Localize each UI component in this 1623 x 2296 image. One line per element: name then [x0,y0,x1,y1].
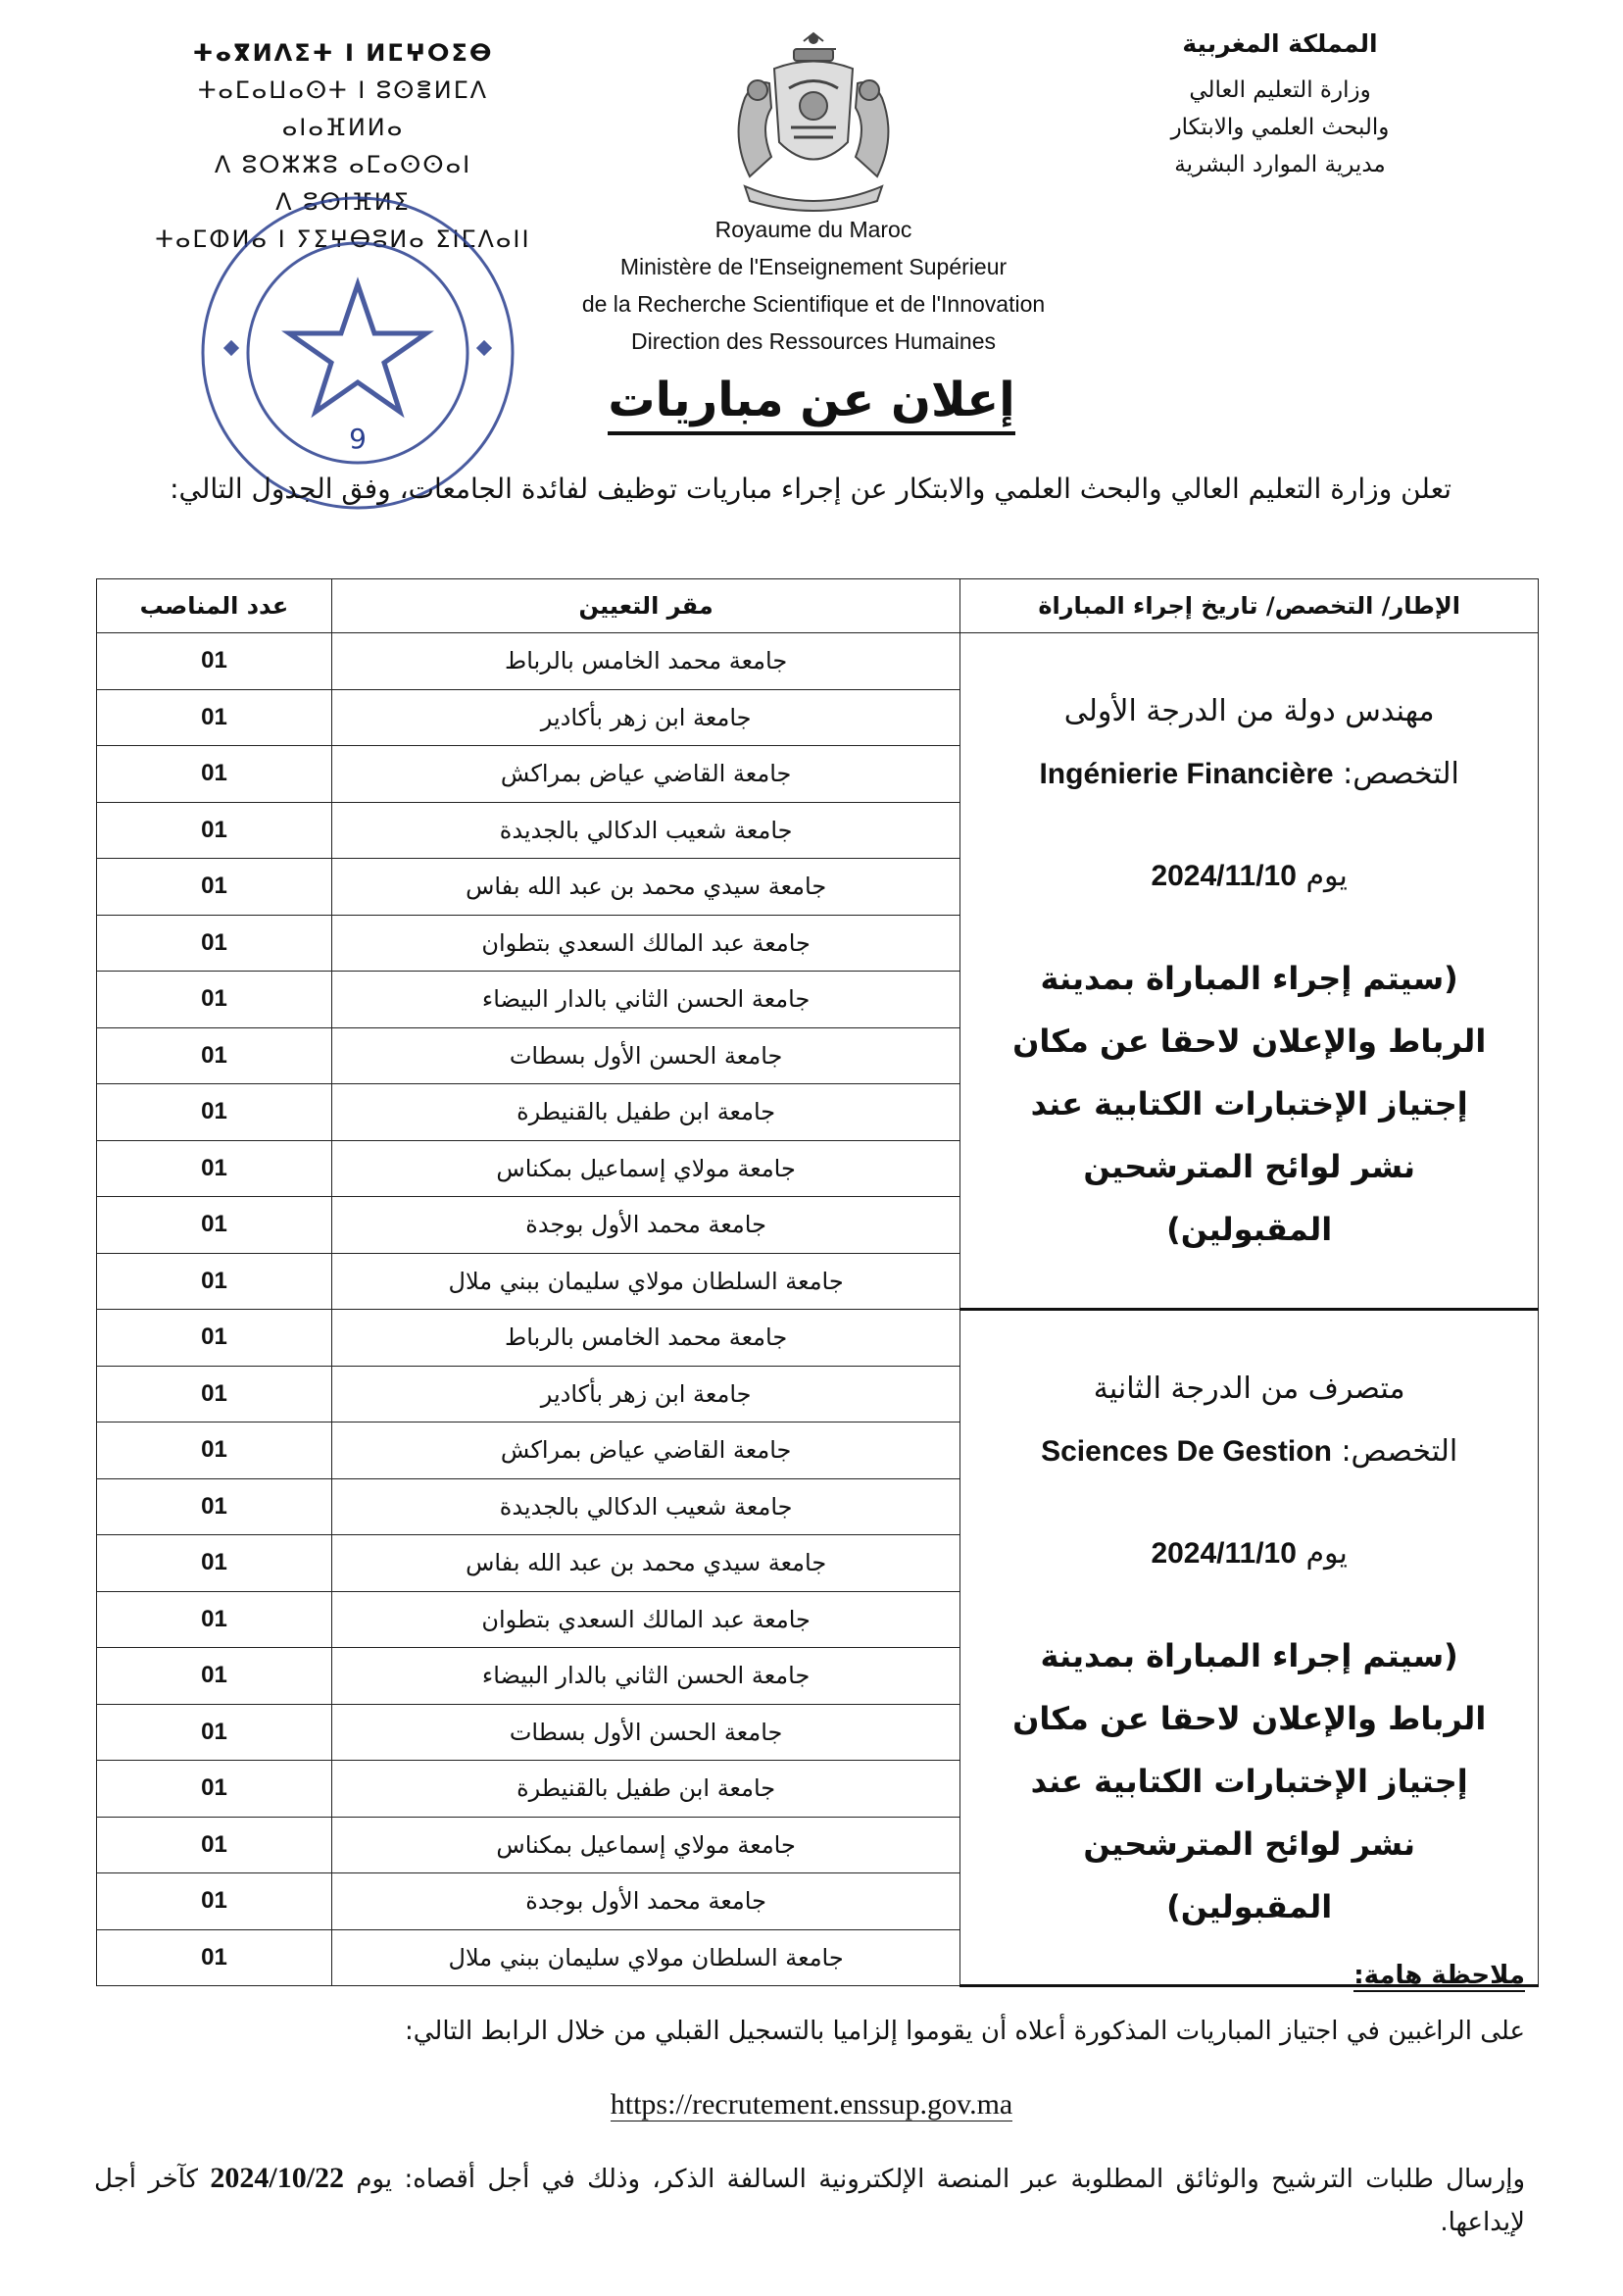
seal-number: 9 [349,423,367,455]
table-row [97,633,1539,690]
positions-count: 01 [97,1873,332,1930]
french-header-line: Direction des Ressources Humaines [631,328,996,354]
note-title [1353,1961,1525,1990]
header-group: الإطار/ التخصص/ تاريخ إجراء المباراة [960,579,1539,633]
positions-count: 01 [97,802,332,859]
positions-count: 01 [97,746,332,803]
assignment-place: جامعة محمد الأول بوجدة [331,1197,959,1254]
position-group-block [1000,680,1499,1261]
assignment-place: جامعة الحسن الثاني بالدار البيضاء [331,1648,959,1705]
header-count: عدد المناصب [97,579,332,633]
positions-count: 01 [97,1648,332,1705]
arabic-header-line: والبحث العلمي والابتكار [1170,115,1390,140]
assignment-place: جامعة القاضي عياض بمراكش [331,746,959,803]
assignment-place: جامعة الحسن الأول بسطات [331,1704,959,1761]
speciality-value: Sciences De Gestion [1041,1434,1332,1468]
registration-link-text[interactable]: https://recrutement.enssup.gov.ma [610,2088,1013,2121]
french-header-line: Royaume du Maroc [714,217,912,242]
positions-count: 01 [97,1929,332,1986]
assignment-place: جامعة سيدي محمد بن عبد الله بفاس [331,1535,959,1592]
assignment-place: جامعة سيدي محمد بن عبد الله بفاس [331,859,959,916]
positions-count: 01 [97,1366,332,1423]
assignment-place: جامعة الحسن الأول بسطات [331,1027,959,1084]
assignment-place: جامعة شعيب الدكالي بالجديدة [331,802,959,859]
intro-paragraph: تعلن وزارة التعليم العالي والبحث العلمي والابتكار عن إجراء مباريات توظيف لفائدة الجامعات، وفق الجدول التالي: [170,473,1451,505]
french-header-line: Ministère de l'Enseignement Supérieur [619,254,1008,279]
assignment-place: جامعة السلطان مولاي سليمان ببني ملال [331,1929,959,1986]
arabic-header-line: مديرية الموارد البشرية [1174,152,1386,177]
french-header-line: de la Recherche Scientifique et de l'Innovation [581,291,1046,317]
positions-table [96,578,1539,1987]
positions-count: 01 [97,1591,332,1648]
exam-location-note: (سيتم إجراء المباراة بمدينة الرباط والإعلان لاحقا عن مكان إجتياز الإختبارات الكتابية عند نشر لوائح المترشحين المقبولين) [1012,1636,1487,1925]
position-group-block [1000,1358,1499,1938]
assignment-place: جامعة شعيب الدكالي بالجديدة [331,1478,959,1535]
assignment-place: جامعة القاضي عياض بمراكش [331,1423,959,1479]
assignment-place: جامعة عبد المالك السعدي بتطوان [331,1591,959,1648]
position-group-cell [960,633,1539,1310]
assignment-place: جامعة محمد الأول بوجدة [331,1873,959,1930]
royal-coat-of-arms-icon [711,29,916,216]
positions-count: 01 [97,1310,332,1367]
positions-count: 01 [97,859,332,916]
tifinagh-header-line: ⵜⴰⴳⵍⴷⵉⵜ ⵏ ⵍⵎⵖⵔⵉⴱ [192,39,494,67]
deadline-text-before: وإرسال طلبات الترشيح والوثائق المطلوبة عبر المنصة الإلكترونية السالفة الذكر، وذلك في أجل أقصاه: يوم [356,2165,1526,2194]
exam-date-label: يوم [1305,859,1348,893]
positions-count: 01 [97,1140,332,1197]
positions-count: 01 [97,972,332,1028]
assignment-place: جامعة مولاي إسماعيل بمكناس [331,1140,959,1197]
grade-title: متصرف من الدرجة الثانية [1093,1371,1405,1406]
page-title [0,373,1623,427]
deadline-paragraph [94,2157,1525,2244]
tifinagh-header-line: ⵜⴰⵎⵀⵍⴰ ⵏ ⵢⵉⵖⴱⵓⵍⴰ ⵉⵏⵎⴷⴰⵏⵏ [155,225,531,253]
positions-count: 01 [97,1253,332,1310]
deadline-text-after: كآخر أجل لإيداعها. [94,2165,1525,2237]
assignment-place: جامعة ابن زهر بأكادير [331,689,959,746]
positions-count: 01 [97,1761,332,1818]
position-group-cell [960,1310,1539,1986]
assignment-place: جامعة عبد المالك السعدي بتطوان [331,915,959,972]
registration-link[interactable] [0,2088,1623,2121]
assignment-place: جامعة مولاي إسماعيل بمكناس [331,1817,959,1873]
french-header [470,211,1156,360]
assignment-place: جامعة ابن طفيل بالقنيطرة [331,1761,959,1818]
table-header-row [97,579,1539,633]
positions-count: 01 [97,1084,332,1141]
tifinagh-header-line: ⵜⴰⵎⴰⵡⴰⵙⵜ ⵏ ⵓⵙⴻⵍⵎⴷ ⴰⵏⴰⴼⵍⵍⴰ [197,76,489,141]
tifinagh-header-line: ⴷ ⵓⵔⵣⵣⵓ ⴰⵎⴰⵙⵙⴰⵏ [214,151,472,178]
positions-count: 01 [97,1027,332,1084]
exam-location-note: (سيتم إجراء المباراة بمدينة الرباط والإعلان لاحقا عن مكان إجتياز الإختبارات الكتابية عند نشر لوائح المترشحين المقبولين) [1012,960,1487,1248]
assignment-place: جامعة محمد الخامس بالرباط [331,633,959,690]
arabic-header-line: المملكة المغربية [1182,29,1378,58]
page-title-text: إعلان عن مباريات [608,373,1014,435]
positions-count: 01 [97,1478,332,1535]
exam-date-line [1000,1522,1499,1585]
assignment-place: جامعة السلطان مولاي سليمان ببني ملال [331,1253,959,1310]
exam-date-value: 2024/11/10 [1151,860,1297,892]
positions-count: 01 [97,1535,332,1592]
positions-count: 01 [97,1817,332,1873]
tifinagh-header-line: ⴷ ⵓⵙⵏⴼⵍⵉ [275,188,411,216]
assignment-place: جامعة ابن زهر بأكادير [331,1366,959,1423]
positions-count: 01 [97,1197,332,1254]
speciality-value: Ingénierie Financière [1039,758,1334,790]
deadline-date: 2024/10/22 [210,2162,345,2194]
assignment-place: جامعة الحسن الثاني بالدار البيضاء [331,972,959,1028]
arabic-header-line: وزارة التعليم العالي [1189,77,1371,103]
positions-count: 01 [97,633,332,690]
arabic-header [1084,29,1476,183]
note-title-text: ملاحظة هامة: [1353,1961,1525,1990]
speciality-line [1000,743,1499,806]
assignment-place: جامعة محمد الخامس بالرباط [331,1310,959,1367]
table-row [97,1310,1539,1367]
speciality-line [1000,1421,1499,1483]
speciality-label: التخصص: [1341,1433,1458,1469]
assignment-place: جامعة ابن طفيل بالقنيطرة [331,1084,959,1141]
exam-date-value: 2024/11/10 [1151,1536,1297,1570]
exam-date-line [1000,845,1499,908]
exam-date-label: يوم [1305,1535,1348,1571]
positions-count: 01 [97,1423,332,1479]
positions-count: 01 [97,689,332,746]
positions-count: 01 [97,1704,332,1761]
grade-title: مهندس دولة من الدرجة الأولى [1063,694,1435,728]
note-body: على الراغبين في اجتياز المباريات المذكورة أعلاه أن يقوموا إلزاميا بالتسجيل القبلي من خلال الرابط التالي: [404,2017,1525,2046]
speciality-label: التخصص: [1343,757,1459,791]
header-place: مقر التعيين [331,579,959,633]
positions-count: 01 [97,915,332,972]
